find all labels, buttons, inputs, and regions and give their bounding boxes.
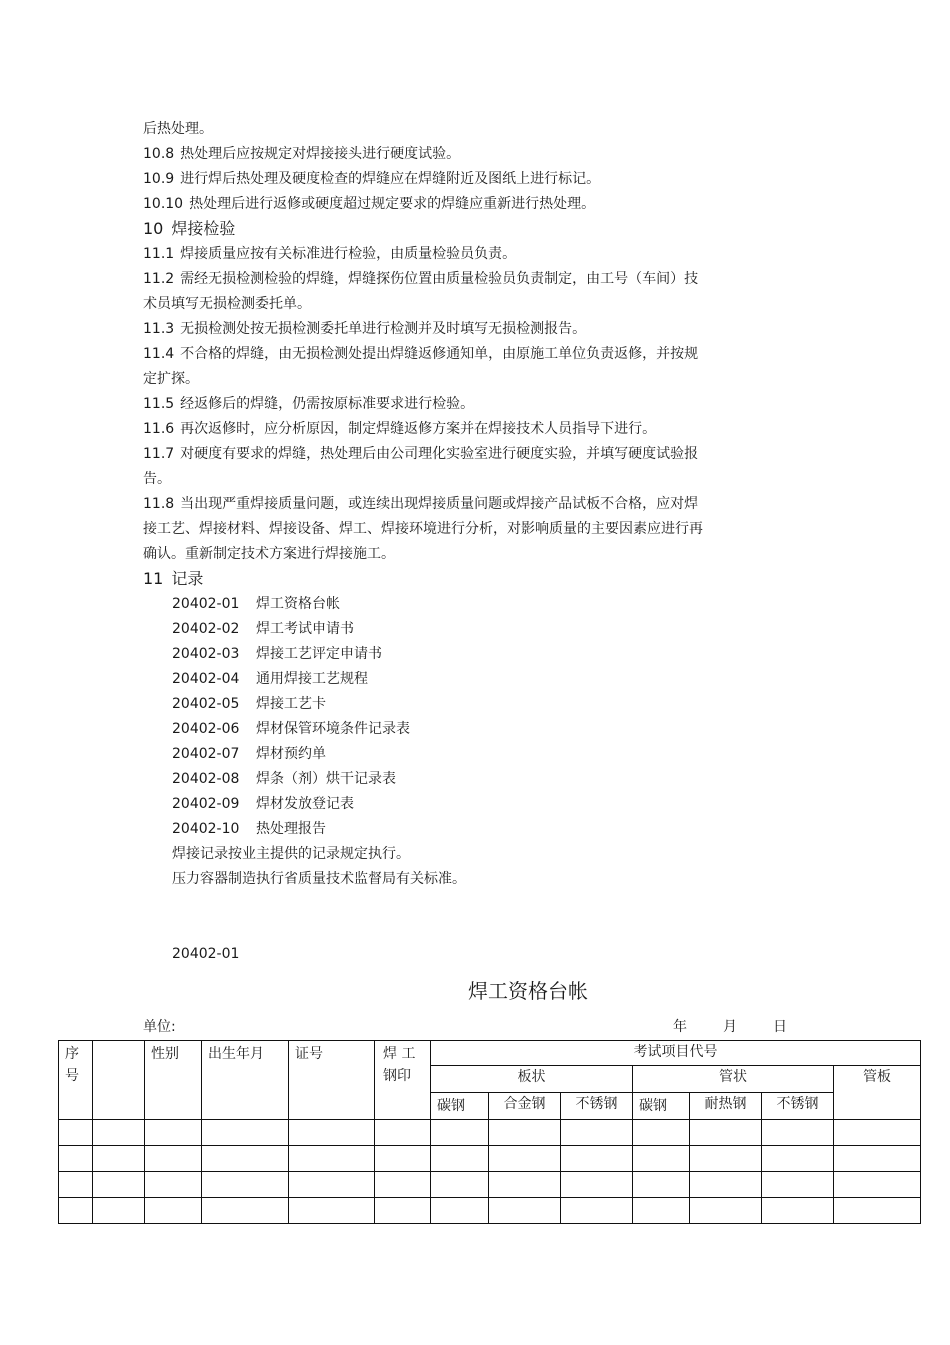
record-note: 压力容器制造执行省质量技术监督局有关标准。 [172, 871, 466, 887]
clause-11-8: 11.8 当出现严重焊接质量问题，或连续出现焊接质量问题或焊接产品试板不合格，应对焊 [143, 496, 699, 512]
record-item: 20402-02 焊工考试申请书 [172, 621, 354, 637]
clause-11-6: 11.6 再次返修时，应分析原因，制定焊缝返修方案并在焊接技术人员指导下进行。 [143, 421, 657, 437]
section-heading-records: 11 记录 [143, 569, 204, 588]
header-birth: 出生年月 [202, 1041, 289, 1120]
header-pipe-heat-resistant-steel: 耐热钢 [690, 1093, 762, 1120]
text-line: 后热处理。 [143, 121, 213, 137]
header-cert: 证号 [289, 1041, 375, 1120]
form-title: 焊工资格台帐 [468, 979, 588, 1003]
unit-label: 单位: [143, 1019, 176, 1035]
clause-11-2-cont: 术员填写无损检测委托单。 [143, 296, 311, 312]
clause-11-8-cont: 接工艺、焊接材料、焊接设备、焊工、焊接环境进行分析，对影响质量的主要因素应进行再 [143, 521, 703, 537]
record-item: 20402-09 焊材发放登记表 [172, 796, 354, 812]
clause-11-8-cont2: 确认。重新制定技术方案进行焊接施工。 [143, 546, 395, 562]
header-plate-carbon-steel: 碳钢 [431, 1093, 489, 1120]
header-gender: 性别 [145, 1041, 202, 1120]
header-pipe-stainless-steel: 不锈钢 [762, 1093, 834, 1120]
header-plate-alloy-steel: 合金钢 [489, 1093, 561, 1120]
table-row [59, 1120, 921, 1146]
clause-10-8: 10.8 热处理后应按规定对焊接接头进行硬度试验。 [143, 146, 461, 162]
header-name [93, 1041, 145, 1120]
header-plate-stainless-steel: 不锈钢 [561, 1093, 633, 1120]
record-item: 20402-10 热处理报告 [172, 821, 326, 837]
date-year-label: 年 [673, 1019, 687, 1035]
header-seq: 序号 [59, 1041, 93, 1120]
header-pipe-carbon-steel: 碳钢 [633, 1093, 690, 1120]
record-item: 20402-07 焊材预约单 [172, 746, 326, 762]
table-row [59, 1198, 921, 1224]
form-code: 20402-01 [172, 946, 240, 962]
record-note: 焊接记录按业主提供的记录规定执行。 [172, 846, 410, 862]
header-row-1 [59, 1041, 921, 1066]
section-heading-inspection: 10 焊接检验 [143, 219, 236, 238]
date-month-label: 月 [723, 1019, 737, 1035]
qualification-ledger-table [58, 1040, 921, 1224]
record-item: 20402-04 通用焊接工艺规程 [172, 671, 368, 687]
clause-10-9: 10.9 进行焊后热处理及硬度检查的焊缝应在焊缝附近及图纸上进行标记。 [143, 171, 601, 187]
clause-11-4-cont: 定扩探。 [143, 371, 199, 387]
record-item: 20402-08 焊条（剂）烘干记录表 [172, 771, 396, 787]
header-pipe: 管状 [633, 1066, 834, 1093]
record-item: 20402-06 焊材保管环境条件记录表 [172, 721, 410, 737]
header-plate: 板状 [431, 1066, 633, 1093]
header-exam-group: 考试项目代号 [431, 1041, 921, 1066]
record-item: 20402-03 焊接工艺评定申请书 [172, 646, 382, 662]
record-item: 20402-05 焊接工艺卡 [172, 696, 326, 712]
clause-11-7: 11.7 对硬度有要求的焊缝，热处理后由公司理化实验室进行硬度实验，并填写硬度试验报 [143, 446, 699, 462]
header-stamp: 焊 工钢印 [375, 1041, 431, 1120]
clause-11-2: 11.2 需经无损检测检验的焊缝，焊缝探伤位置由质量检验员负责制定，由工号（车间）技 [143, 271, 699, 287]
table-row [59, 1172, 921, 1198]
clause-11-3: 11.3 无损检测处按无损检测委托单进行检测并及时填写无损检测报告。 [143, 321, 587, 337]
clause-11-1: 11.1 焊接质量应按有关标准进行检验，由质量检验员负责。 [143, 246, 517, 262]
header-tube-sheet: 管板 [834, 1066, 921, 1120]
clause-11-4: 11.4 不合格的焊缝，由无损检测处提出焊缝返修通知单，由原施工单位负责返修，并按规 [143, 346, 699, 362]
date-day-label: 日 [773, 1019, 787, 1035]
record-item: 20402-01 焊工资格台帐 [172, 596, 340, 612]
clause-11-5: 11.5 经返修后的焊缝，仍需按原标准要求进行检验。 [143, 396, 475, 412]
table-row [59, 1146, 921, 1172]
clause-10-10: 10.10 热处理后进行返修或硬度超过规定要求的焊缝应重新进行热处理。 [143, 196, 596, 212]
clause-11-7-cont: 告。 [143, 471, 171, 487]
